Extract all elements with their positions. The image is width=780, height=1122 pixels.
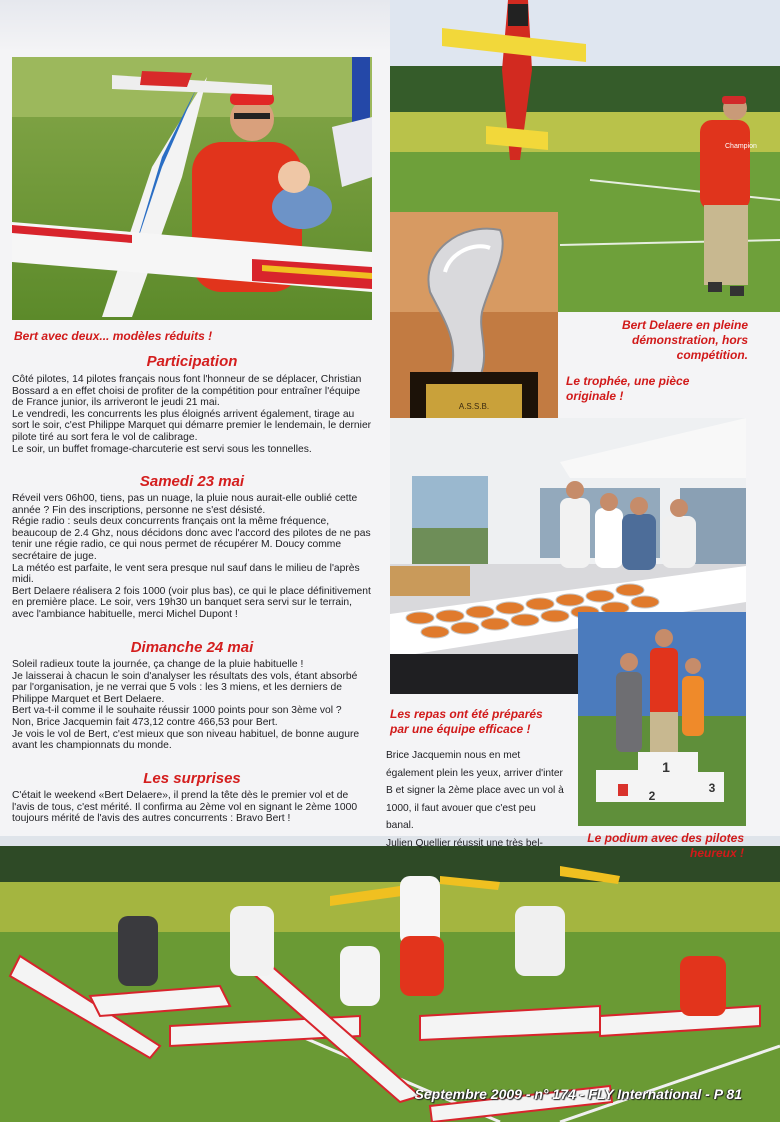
trophy-plaque: A.S.S.B. — [458, 402, 490, 411]
caption-bert-demonstration: Bert Delaere en pleine démonstration, hors compétition. — [621, 318, 748, 362]
text-continued: Brice Jacquemin nous en met également plein les yeux, arriver d'inter B et signer la 2ème place avec un vol à 1000, il faut avouer que c'est peu banal. Julien Quellier réussit une très bel- — [386, 750, 564, 849]
caption-bert-two-models: Bert avec deux... modèles réduits ! — [14, 329, 213, 343]
podium-number-3: 3 — [708, 781, 716, 795]
caption-trophy: Le trophée, une pièce originale ! — [566, 374, 690, 403]
header-strip — [0, 0, 390, 52]
shirt-text: Champion — [725, 143, 757, 150]
photo-bert-with-models-image — [12, 57, 372, 320]
podium-number-1: 1 — [662, 759, 670, 775]
text-participation: Côté pilotes, 14 pilotes français nous font l'honneur de se déplacer, Christian Bossard a en effet choisi de profiter de la compétition pour entraîner l'équipe de France junior, ils arriveront le jeudi 21 mai. Le vendredi, les concurrents les plus éloignés arrivent également, tirage au sort le soir, c'est Philippe Marquet qui démarre premier le lendemain, le dernier pilote tiré au sort fera le vol de calibrage. Le soir, un buffet fromage-charcuterie est servi sous les tonnelles. — [12, 374, 372, 455]
heading-participation: Participation — [146, 353, 238, 370]
caption-meals: Les repas ont été préparés par une équipe efficace ! — [390, 707, 543, 736]
page-footer: Septembre 2009 - n° 174 - FLY International - P 81 — [414, 1086, 742, 1102]
photo-group-pilots — [0, 836, 780, 1122]
photo-podium-image — [578, 612, 746, 826]
text-samedi: Réveil vers 06h00, tiens, pas un nuage, la pluie nous aurait-elle oublié cette année ? Fin des inscriptions, personne ne s'est désisté. Régie radio : seuls deux concurrents français ont la même fréquence, beaucoup de 2.4 Ghz, nous décidons donc avec l'accord des pilotes de ne pas tenir une régie radio, ce qui nous permet de récupérer M. Doucy comme secrétaire de juge. La météo est parfaite, le vent sera presque nul sauf dans le milieu de l'après midi. Bert Delaere réalisera 2 fois 1000 (voir plus bas), ce qui le place définitivement en première place. Le soir, vers 19h30 un banquet sera servi sur le terrain, avec l'ambiance habituelle, merci Michel Dupont ! — [12, 493, 371, 620]
text-surprises: C'était le weekend «Bert Delaere», il prend la tête dès le premier vol et de l'avis de tous, c'est mérité. Il confirma au 2ème vol en signant le 2ème 1000 toujours mérité de l'avis des autres concurrents : Bravo Bert ! — [12, 790, 358, 825]
photo-podium — [578, 612, 746, 826]
text-dimanche: Soleil radieux toute la journée, ça change de la pluie habituelle ! Je laisserai à chacun le soin d'analyser les résultats des vols, étant absorbé par l'organisation, je ne verrai que 5 vols : les 3 miens, et les derniers de Philippe Marquet et Bert Delaere. Bert va-t-il comme il le souhaite réussir 1000 points pour son 3ème vol ? Non, Brice Jacquemin fait 473,12 contre 466,53 pour Bert. Je vois le vol de Bert, c'est mieux que son niveau habituel, de bonne augure avant les championnats du monde. — [12, 659, 360, 752]
photo-bert-with-models — [12, 57, 372, 320]
heading-samedi: Samedi 23 mai — [139, 473, 245, 490]
caption-podium: Le podium avec des pilotes heureux ! — [587, 831, 744, 860]
photo-group-image — [0, 836, 780, 1122]
heading-surprises: Les surprises — [143, 770, 241, 787]
podium-number-2: 2 — [648, 789, 656, 803]
heading-dimanche: Dimanche 24 mai — [130, 639, 254, 656]
